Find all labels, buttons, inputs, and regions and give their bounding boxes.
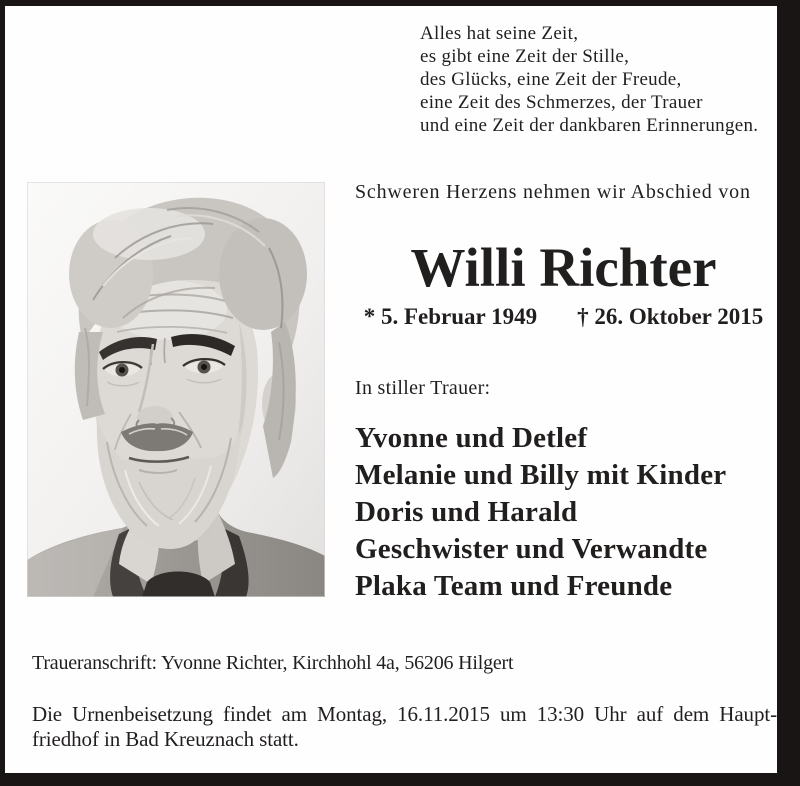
deceased-name: Willi Richter [410,237,717,298]
poem-line: eine Zeit des Schmerzes, der Trauer [420,92,703,113]
funeral-info-line: Die Urnenbeisetzung findet am Montag, 16.11.2015 um 13:30 Uhr auf dem Haupt- [32,702,777,726]
poem-line: es gibt eine Zeit der Stille, [420,46,630,67]
poem-line: des Glücks, eine Zeit der Freude, [420,69,682,90]
mourner-line: Geschwister und Verwandte [355,533,708,565]
portrait-illustration [27,182,325,597]
poem-line: Alles hat seine Zeit, [420,23,579,44]
life-dates [355,304,772,330]
mourner-line: Yvonne und Detlef [355,422,588,454]
deceased-portrait-photo [27,182,325,597]
mourning-address: Traueranschrift: Yvonne Richter, Kirchhohl 4a, 56206 Hilgert [32,652,514,674]
mourner-line: Doris und Harald [355,496,578,528]
epigraph-poem [420,22,758,137]
mourner-line: Plaka Team und Freunde [355,570,673,602]
mourners-list [355,420,726,605]
announcement-intro: Schweren Herzens nehmen wir Abschied von [355,181,751,203]
poem-line: und eine Zeit der dankbaren Erinnerungen. [420,115,759,136]
death-date: † 26. Oktober 2015 [577,304,764,329]
funeral-information [32,702,777,751]
funeral-info-line: friedhof in Bad Kreuznach statt. [32,726,299,751]
mourning-label: In stiller Trauer: [355,377,491,399]
mourner-line: Melanie und Billy mit Kinder [355,459,727,491]
birth-date: * 5. Februar 1949 [363,304,538,329]
